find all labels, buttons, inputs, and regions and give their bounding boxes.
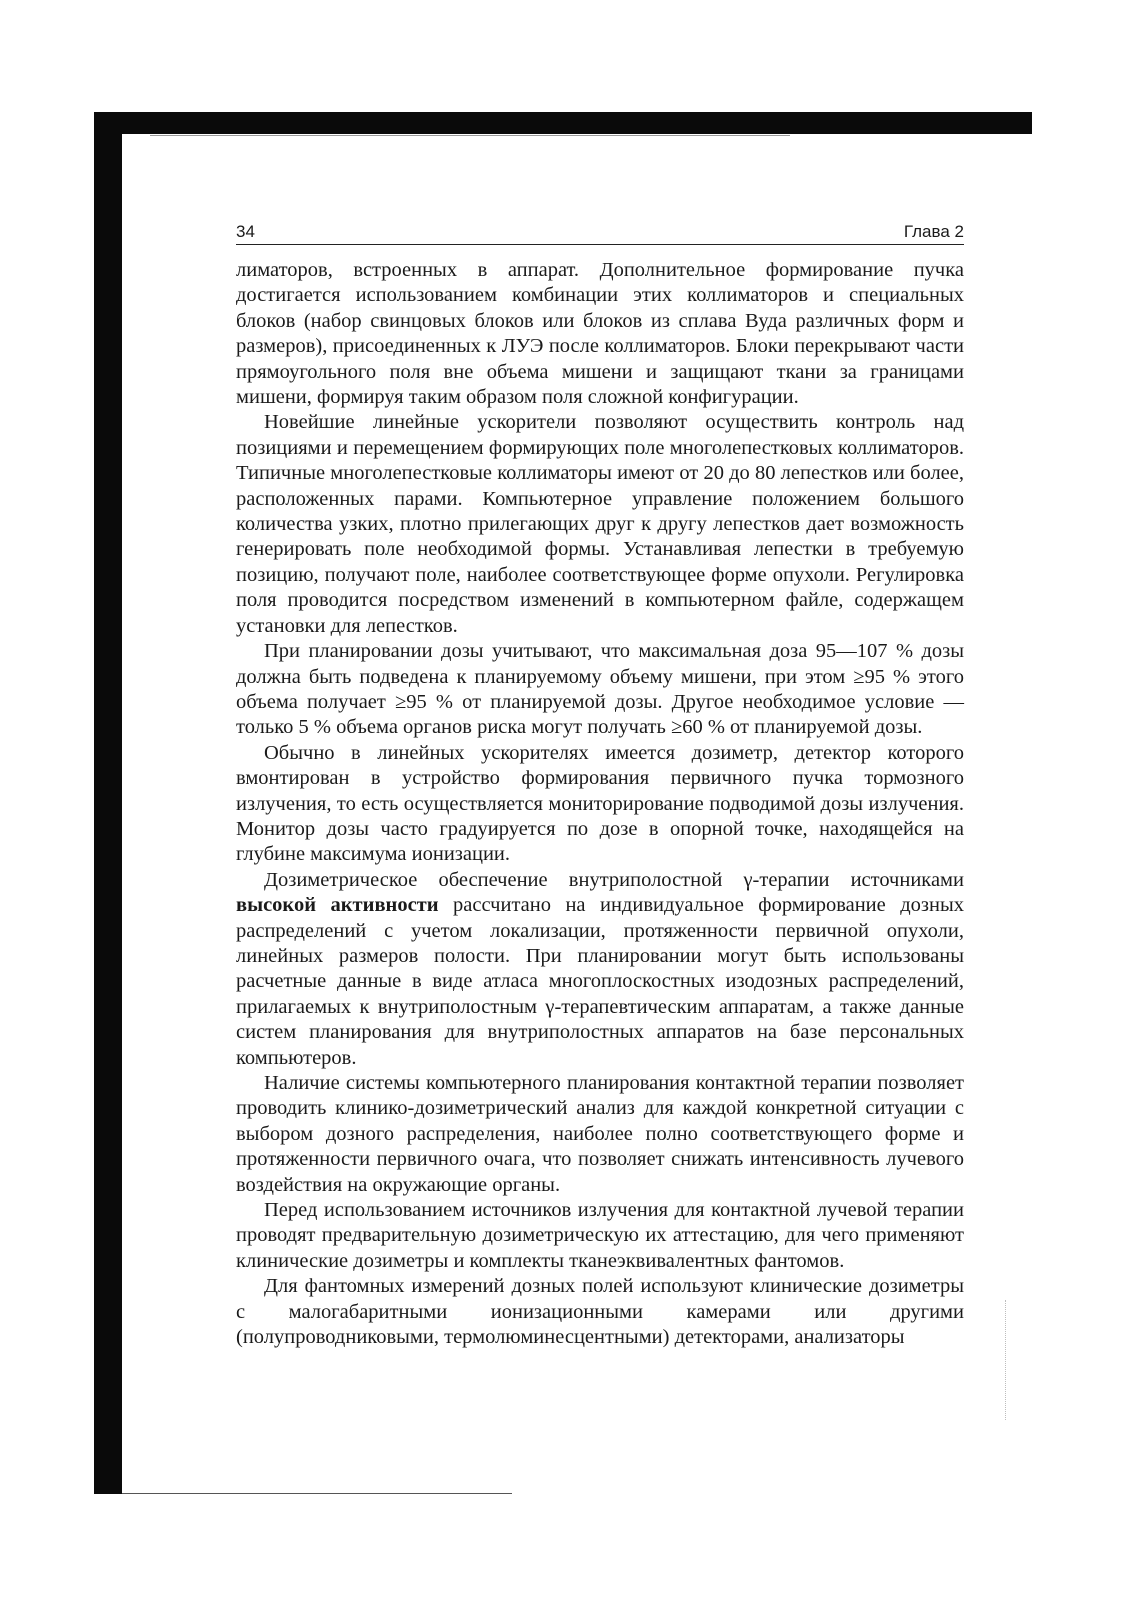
paragraph: Новейшие линейные ускорители позволяют осуществить контроль над позициями и перемещением формирующих поле многолепестковых коллиматоров. Типичные многолепестковые коллиматоры имеют от 20 до 80 лепестков или более, расположенных парами. Компьютерное управление положением большого количества узких, плотно прилегающих друг к другу лепестков дает возможность генерировать поле необходимой формы. Устанавливая лепестки в требуемую позицию, получают поле, наиболее соответствующее форме опухоли. Регулировка поля проводится посредством изменений в компьютерном файле, содержащем установки для лепестков.	[236, 411, 964, 637]
paragraph: лиматоров, встроенных в аппарат. Дополнительное формирование пучка достигается использованием комбинации этих коллиматоров и специальных блоков (набор свинцовых блоков или блоков из сплава Вуда различных форм и размеров), присоединенных к ЛУЭ после коллиматоров. Блоки перекрывают части прямоугольного поля вне объема мишени и защищают ткани за границами мишени, формируя таким образом поля сложной конфигурации.	[236, 259, 964, 409]
chapter-title: Глава 2	[903, 222, 964, 241]
paragraph-text: рассчитано на индивидуальное формирование дозных распределений с учетом локализации, протяженности первичной опухоли, линейных размеров полости. При планировании могут быть использованы расчетные данные в виде атласа многоплоскостных изодозных распределений, прилагаемых к внутриполостным γ-терапевтическим аппаратам, а также данные систем планирования для внутриполостных аппаратов на базе персональных компьютеров.	[236, 894, 964, 1069]
paragraph	[236, 868, 964, 1071]
paragraph: Для фантомных измерений дозных полей используют клинические дозиметры с малогабаритными ионизационными камерами или другими (полупроводниковыми, термолюминесцентными) детекторами, анализаторы	[236, 1275, 964, 1349]
scan-artifact-line	[122, 1493, 512, 1494]
scan-artifact-specks	[1005, 1300, 1008, 1420]
body-text	[236, 258, 964, 1350]
paragraph-text: Дозиметрическое обеспечение внутриполостной γ-терапии источниками	[264, 868, 964, 891]
paragraph: Обычно в линейных ускорителях имеется дозиметр, детектор которого вмонтирован в устройство формирования первичного пучка тормозного излучения, то есть осуществляется мониторирование подводимой дозы излучения. Монитор дозы часто градуируется по дозе в опорной точке, находящейся на глубине максимума ионизации.	[236, 741, 964, 866]
paragraph: При планировании дозы учитывают, что максимальная доза 95—107 % дозы должна быть подведена к планируемому объему мишени, при этом ≥95 % этого объема получает ≥95 % от планируемой дозы. Другое необходимое условие — только 5 % объема органов риска могут получать ≥60 % от планируемой дозы.	[236, 640, 964, 739]
scan-artifact-line	[150, 135, 790, 136]
page-number: 34	[236, 222, 255, 241]
bold-term: высокой активности	[236, 894, 439, 917]
scan-border-top	[94, 112, 1032, 134]
paragraph: Наличие системы компьютерного планирования контактной терапии позволяет проводить клинико-дозиметрический анализ для каждой конкретной ситуации с выбором дозного распределения, наиболее полно соответствующего форме и протяженности первичного очага, что позволяет снижать интенсивность лучевого воздействия на окружающие органы.	[236, 1072, 964, 1196]
scan-border-left	[94, 112, 122, 1494]
page-header	[236, 218, 964, 245]
paragraph: Перед использованием источников излучения для контактной лучевой терапии проводят предварительную дозиметрическую их аттестацию, для чего применяют клинические дозиметры и комплекты тканеэквивалентных фантомов.	[236, 1199, 964, 1272]
